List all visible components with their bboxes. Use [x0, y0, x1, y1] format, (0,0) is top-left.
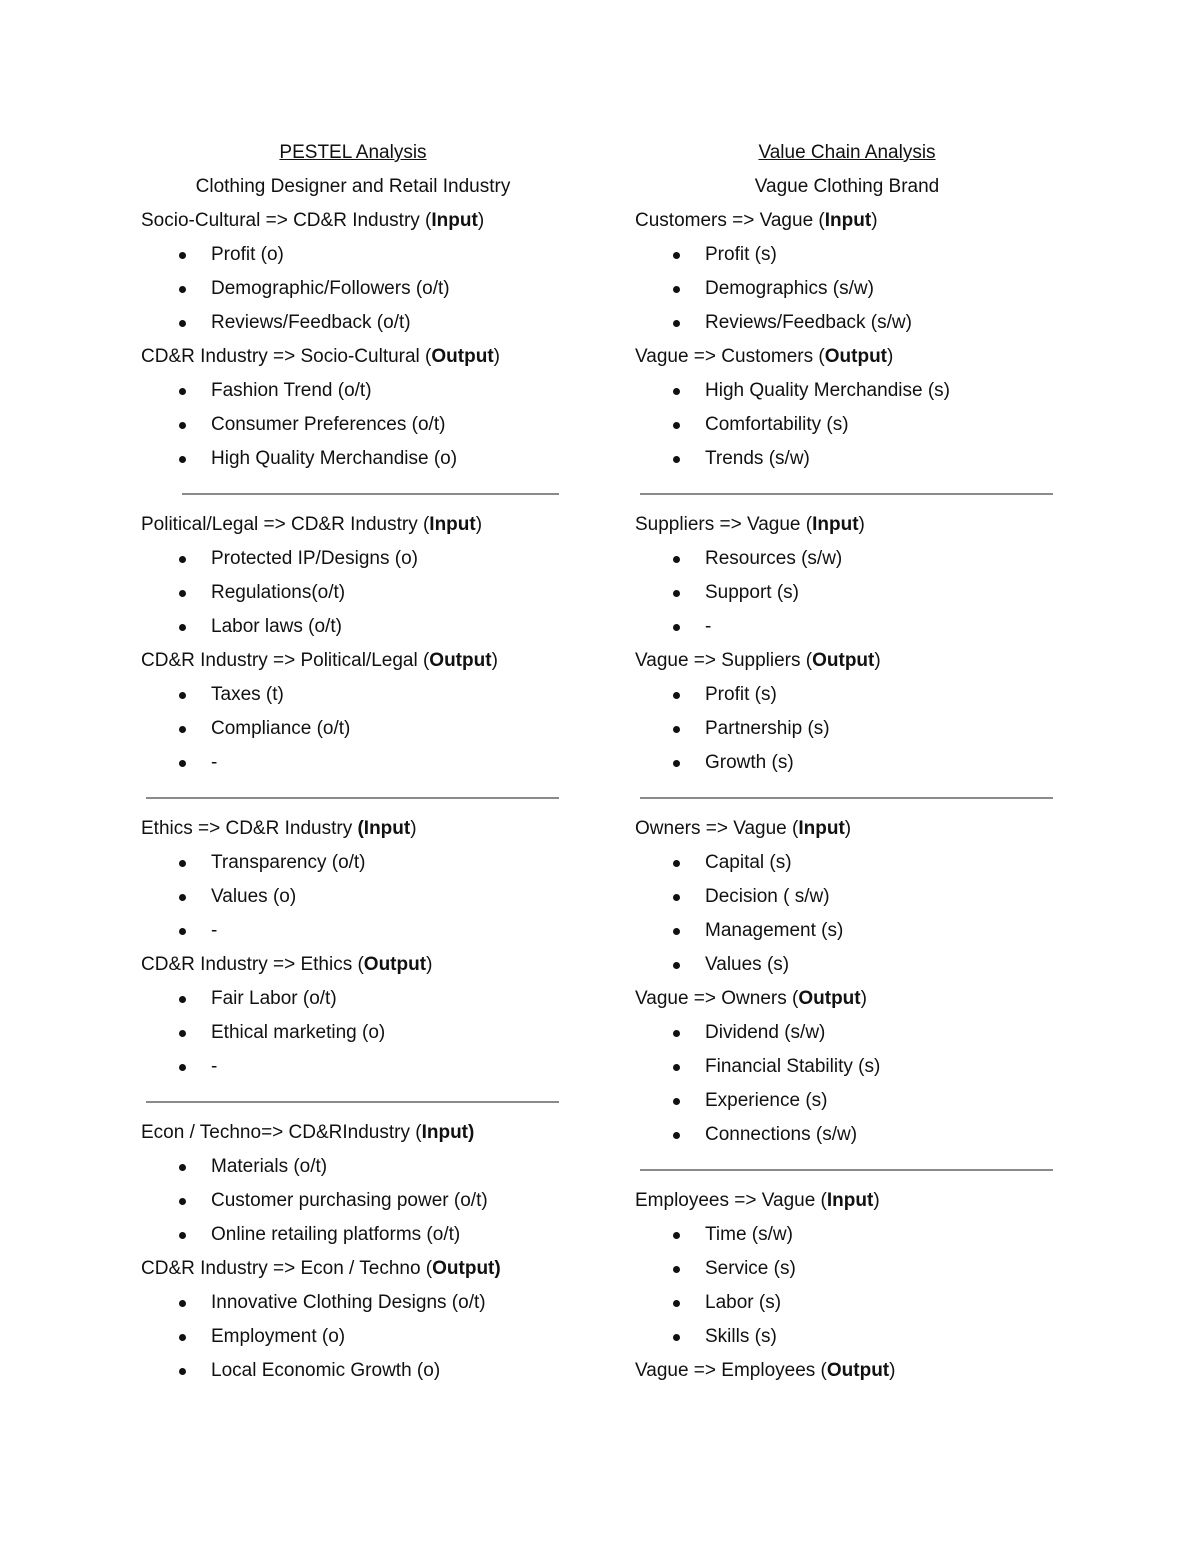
- section-input-heading: Customers => Vague (Input): [635, 210, 878, 231]
- section-divider: [640, 797, 1053, 799]
- list-item: Consumer Preferences (o/t): [141, 408, 581, 442]
- pestel-column-part4: [141, 1116, 581, 1388]
- section-employees: [635, 1184, 1075, 1388]
- bullet-icon: [179, 760, 186, 767]
- bullet-icon: [673, 726, 680, 733]
- section-output-heading: Vague => Owners (Output): [635, 988, 867, 1009]
- list-item: Dividend (s/w): [635, 1016, 1075, 1050]
- pestel-subtitle: Clothing Designer and Retail Industry: [195, 176, 511, 197]
- pestel-title: PESTEL Analysis: [279, 142, 427, 163]
- section-suppliers: [635, 508, 1075, 780]
- section-output-heading: Vague => Suppliers (Output): [635, 650, 881, 671]
- list-item: Local Economic Growth (o): [141, 1354, 581, 1388]
- bullet-icon: [179, 388, 186, 395]
- bullet-icon: [179, 320, 186, 327]
- list-item: Skills (s): [635, 1320, 1075, 1354]
- list-item: Experience (s): [635, 1084, 1075, 1118]
- list-item: Service (s): [635, 1252, 1075, 1286]
- bullet-icon: [673, 556, 680, 563]
- bullet-icon: [673, 1030, 680, 1037]
- section-input-heading: Political/Legal => CD&R Industry (Input): [141, 514, 483, 535]
- bullet-icon: [673, 1300, 680, 1307]
- input-list: [141, 542, 581, 644]
- output-list: [141, 374, 581, 476]
- list-item: -: [635, 610, 1075, 644]
- list-item: -: [141, 914, 581, 948]
- bullet-icon: [673, 1266, 680, 1273]
- output-list: [141, 678, 581, 780]
- section-customers: [635, 204, 1075, 476]
- bullet-icon: [179, 422, 186, 429]
- section-divider: [640, 1169, 1053, 1171]
- section-divider: [640, 493, 1053, 495]
- bullet-icon: [673, 1334, 680, 1341]
- output-list: [635, 678, 1075, 780]
- value-chain-column-part2: [635, 508, 1075, 780]
- bullet-icon: [673, 1232, 680, 1239]
- list-item: Fashion Trend (o/t): [141, 374, 581, 408]
- list-item: Time (s/w): [635, 1218, 1075, 1252]
- list-item: Compliance (o/t): [141, 712, 581, 746]
- list-item: Labor laws (o/t): [141, 610, 581, 644]
- list-item: Values (o): [141, 880, 581, 914]
- list-item: Financial Stability (s): [635, 1050, 1075, 1084]
- section-input-heading: Socio-Cultural => CD&R Industry (Input): [141, 210, 485, 231]
- list-item: Innovative Clothing Designs (o/t): [141, 1286, 581, 1320]
- list-item: Labor (s): [635, 1286, 1075, 1320]
- section-output-heading: Vague => Customers (Output): [635, 346, 894, 367]
- bullet-icon: [673, 1064, 680, 1071]
- list-item: Connections (s/w): [635, 1118, 1075, 1152]
- list-item: Reviews/Feedback (s/w): [635, 306, 1075, 340]
- section-input-heading: Employees => Vague (Input): [635, 1190, 880, 1211]
- pestel-column-part2: [141, 508, 581, 780]
- list-item: Values (s): [635, 948, 1075, 982]
- section-input-heading: Ethics => CD&R Industry (Input): [141, 818, 417, 839]
- bullet-icon: [673, 624, 680, 631]
- pestel-column-part3: [141, 812, 581, 1084]
- list-item: Regulations(o/t): [141, 576, 581, 610]
- list-item: Protected IP/Designs (o): [141, 542, 581, 576]
- input-list: [635, 542, 1075, 644]
- section-output-heading: CD&R Industry => Ethics (Output): [141, 954, 433, 975]
- bullet-icon: [673, 962, 680, 969]
- bullet-icon: [673, 456, 680, 463]
- section-output-heading: CD&R Industry => Socio-Cultural (Output): [141, 346, 500, 367]
- list-item: Online retailing platforms (o/t): [141, 1218, 581, 1252]
- list-item: Partnership (s): [635, 712, 1075, 746]
- list-item: Capital (s): [635, 846, 1075, 880]
- list-item: Reviews/Feedback (o/t): [141, 306, 581, 340]
- bullet-icon: [673, 928, 680, 935]
- section-ethics: [141, 812, 581, 1084]
- output-list: [141, 1286, 581, 1388]
- bullet-icon: [179, 286, 186, 293]
- section-divider: [146, 1101, 559, 1103]
- bullet-icon: [179, 1368, 186, 1375]
- bullet-icon: [673, 894, 680, 901]
- list-item: Demographic/Followers (o/t): [141, 272, 581, 306]
- value-chain-title: Value Chain Analysis: [758, 142, 936, 163]
- bullet-icon: [179, 1300, 186, 1307]
- bullet-icon: [673, 252, 680, 259]
- list-item: Profit (s): [635, 238, 1075, 272]
- list-item: -: [141, 1050, 581, 1084]
- bullet-icon: [179, 860, 186, 867]
- bullet-icon: [179, 556, 186, 563]
- output-list: [635, 374, 1075, 476]
- bullet-icon: [673, 422, 680, 429]
- section-econ-techno: [141, 1116, 581, 1388]
- bullet-icon: [179, 456, 186, 463]
- bullet-icon: [179, 1030, 186, 1037]
- input-list: [141, 238, 581, 340]
- list-item: Fair Labor (o/t): [141, 982, 581, 1016]
- pestel-column: [141, 136, 581, 476]
- bullet-icon: [179, 624, 186, 631]
- section-input-heading: Suppliers => Vague (Input): [635, 514, 865, 535]
- bullet-icon: [673, 1098, 680, 1105]
- section-output-heading: CD&R Industry => Econ / Techno (Output): [141, 1258, 501, 1279]
- section-output-heading: Vague => Employees (Output): [635, 1360, 896, 1381]
- bullet-icon: [179, 1164, 186, 1171]
- bullet-icon: [179, 1064, 186, 1071]
- bullet-icon: [673, 860, 680, 867]
- input-list: [635, 238, 1075, 340]
- section-political-legal: [141, 508, 581, 780]
- bullet-icon: [179, 996, 186, 1003]
- bullet-icon: [179, 1198, 186, 1205]
- list-item: Taxes (t): [141, 678, 581, 712]
- list-item: Transparency (o/t): [141, 846, 581, 880]
- output-list: [635, 1016, 1075, 1152]
- bullet-icon: [179, 252, 186, 259]
- bullet-icon: [673, 286, 680, 293]
- list-item: Comfortability (s): [635, 408, 1075, 442]
- list-item: Decision ( s/w): [635, 880, 1075, 914]
- bullet-icon: [179, 928, 186, 935]
- section-input-heading: Econ / Techno=> CD&RIndustry (Input): [141, 1122, 475, 1143]
- bullet-icon: [179, 894, 186, 901]
- value-chain-column-part4: [635, 1184, 1075, 1388]
- list-item: Materials (o/t): [141, 1150, 581, 1184]
- section-owners: [635, 812, 1075, 1152]
- section-input-heading: Owners => Vague (Input): [635, 818, 852, 839]
- list-item: Resources (s/w): [635, 542, 1075, 576]
- list-item: Ethical marketing (o): [141, 1016, 581, 1050]
- list-item: Employment (o): [141, 1320, 581, 1354]
- bullet-icon: [673, 590, 680, 597]
- list-item: Profit (s): [635, 678, 1075, 712]
- section-output-heading: CD&R Industry => Political/Legal (Output): [141, 650, 498, 671]
- input-list: [141, 1150, 581, 1252]
- bullet-icon: [179, 726, 186, 733]
- list-item: Management (s): [635, 914, 1075, 948]
- bullet-icon: [673, 1132, 680, 1139]
- value-chain-subtitle: Vague Clothing Brand: [754, 176, 940, 197]
- list-item: Customer purchasing power (o/t): [141, 1184, 581, 1218]
- bullet-icon: [673, 320, 680, 327]
- list-item: -: [141, 746, 581, 780]
- value-chain-column: [635, 136, 1075, 476]
- list-item: High Quality Merchandise (o): [141, 442, 581, 476]
- list-item: Demographics (s/w): [635, 272, 1075, 306]
- bullet-icon: [179, 692, 186, 699]
- bullet-icon: [673, 692, 680, 699]
- section-divider: [146, 797, 559, 799]
- bullet-icon: [179, 1334, 186, 1341]
- bullet-icon: [673, 760, 680, 767]
- section-socio-cultural: [141, 204, 581, 476]
- input-list: [141, 846, 581, 948]
- list-item: Growth (s): [635, 746, 1075, 780]
- list-item: Support (s): [635, 576, 1075, 610]
- bullet-icon: [179, 590, 186, 597]
- value-chain-column-part3: [635, 812, 1075, 1152]
- bullet-icon: [179, 1232, 186, 1239]
- bullet-icon: [673, 388, 680, 395]
- section-divider: [182, 493, 559, 495]
- input-list: [635, 846, 1075, 982]
- list-item: Trends (s/w): [635, 442, 1075, 476]
- input-list: [635, 1218, 1075, 1354]
- output-list: [141, 982, 581, 1084]
- list-item: Profit (o): [141, 238, 581, 272]
- list-item: High Quality Merchandise (s): [635, 374, 1075, 408]
